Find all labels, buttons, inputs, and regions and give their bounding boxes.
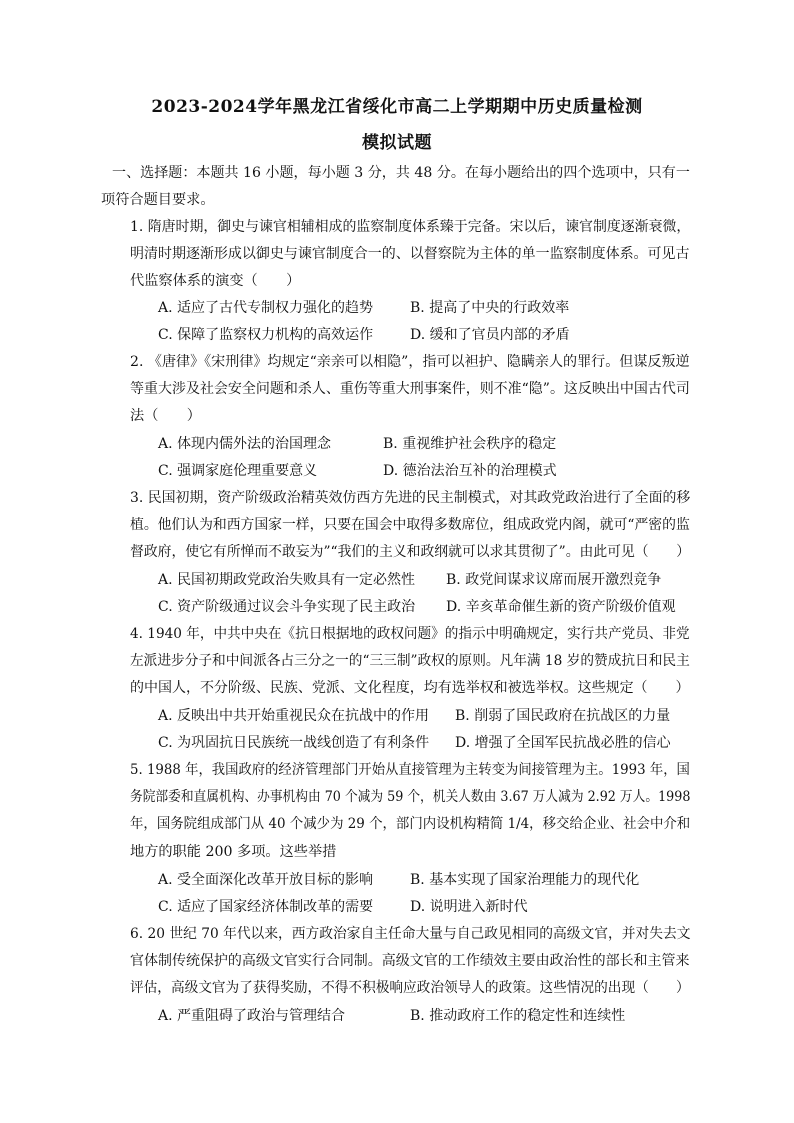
section-intro-line: 项符合题目要求。: [101, 192, 215, 208]
question-2-option-a: A. 体现内儒外法的治国理念: [158, 436, 332, 452]
question-5-stem: 地方的职能 200 多项。这些举措: [130, 844, 337, 860]
question-2-option-c: C. 强调家庭伦理重要意义: [158, 463, 318, 479]
question-6-stem: 官体制传统保护的高级文官实行合同制。高级文官的工作绩效主要由政治性的部长和主管来: [130, 953, 690, 969]
question-5-option-d: D. 说明进入新时代: [410, 899, 528, 915]
question-4-option-b: B. 削弱了国民政府在抗战区的力量: [455, 708, 671, 724]
question-6-option-b: B. 推动政府工作的稳定性和连续性: [410, 1008, 626, 1024]
question-4-option-a: A. 反映出中共开始重视民众在抗战中的作用: [158, 708, 430, 724]
question-4-stem: 左派进步分子和中间派各占三分之一的“三三制”政权的原则。凡年满 18 岁的赞成抗日和民主: [130, 653, 690, 669]
question-3-option-d: D. 辛亥革命催生新的资产阶级价值观: [446, 599, 676, 615]
question-5-option-a: A. 受全面深化改革开放目标的影响: [158, 872, 374, 888]
question-3-stem: 3. 民国初期，资产阶级政治精英效仿西方先进的民主制模式，对其政党政治进行了全面的移: [130, 490, 691, 506]
question-3-stem: 植。他们认为和西方国家一样，只要在国会中取得多数席位，组成政党内阁，就可“严密的监: [130, 517, 690, 533]
question-1-stem: 代监察体系的演变（ ）: [130, 273, 301, 289]
question-1-option-d: D. 缓和了官员内部的矛盾: [410, 327, 570, 343]
question-3-stem: 督政府，使它有所惮而不敢妄为”“我们的主义和政纲就可以求其贯彻了”。由此可见（ ）: [130, 544, 691, 560]
question-5-option-c: C. 适应了国家经济体制改革的需要: [158, 899, 374, 915]
question-5-stem: 务院部委和直属机构、办事机构由 70 个减为 59 个，机关人数由 3.67 万人减为 2.92 万人。1998: [130, 789, 691, 805]
question-5-option-b: B. 基本实现了国家治理能力的现代化: [410, 872, 640, 888]
question-2-stem: 法（ ）: [130, 408, 201, 424]
question-4-stem: 4. 1940 年，中共中央在《抗日根据地的政权问题》的指示中明确规定，实行共产党员、非党: [130, 626, 690, 642]
question-6-stem: 6. 20 世纪 70 年代以来，西方政治家自主任命大量与自己政见相同的高级文官，并对失去文: [130, 926, 691, 942]
exam-title: 2023-2024学年黑龙江省绥化市高二上学期期中历史质量检测: [151, 97, 643, 117]
question-2-stem: 2. 《唐律》《宋刑律》均规定“亲亲可以相隐”，指可以袒护、隐瞒亲人的罪行。但谋反叛逆: [130, 354, 690, 370]
question-6-stem: 评估，高级文官为了获得奖励，不得不积极响应政治领导人的政策。这些情况的出现（ ）: [130, 980, 690, 996]
question-1-option-b: B. 提高了中央的行政效率: [410, 300, 570, 316]
question-1-option-a: A. 适应了古代专制权力强化的趋势: [158, 300, 374, 316]
question-5-stem: 年，国务院组成部门从 40 个减少为 29 个，部门内设机构精简 1/4，移交给企业、社会中介和: [130, 816, 691, 832]
question-6-option-a: A. 严重阻碍了政治与管理结合: [158, 1008, 346, 1024]
question-1-stem: 1. 隋唐时期，御史与谏官相辅相成的监察制度体系臻于完备。宋以后，谏官制度逐渐衰微，: [130, 219, 691, 235]
question-4-option-c: C. 为巩固抗日民族统一战线创造了有利条件: [158, 735, 430, 751]
question-2-option-b: B. 重视维护社会秩序的稳定: [383, 436, 557, 452]
question-2-option-d: D. 德治法治互补的治理模式: [383, 463, 557, 479]
question-4-option-d: D. 增强了全国军民抗战必胜的信心: [455, 735, 671, 751]
question-3-option-b: B. 政党间谋求议席而展开激烈竞争: [446, 572, 662, 588]
question-1-stem: 明清时期逐渐形成以御史与谏官制度合一的、以督察院为主体的单一监察制度体系。可见古: [130, 246, 690, 262]
exam-subtitle: 模拟试题: [362, 133, 432, 153]
question-5-stem: 5. 1988 年，我国政府的经济管理部门开始从直接管理为主转变为间接管理为主。1993 年，国: [130, 762, 690, 778]
question-1-option-c: C. 保障了监察权力机构的高效运作: [158, 327, 374, 343]
question-3-option-a: A. 民国初期政党政治失败具有一定必然性: [158, 572, 416, 588]
question-2-stem: 等重大涉及社会安全问题和杀人、重伤等重大刑事案件，则不准“隐”。这反映出中国古代司: [130, 381, 690, 397]
question-4-stem: 的中国人，不分阶级、民族、党派、文化程度，均有选举权和被选举权。这些规定（ ）: [130, 680, 690, 696]
question-3-option-c: C. 资产阶级通过议会斗争实现了民主政治: [158, 599, 416, 615]
section-intro-line: 一、选择题：本题共 16 小题，每小题 3 分，共 48 分。在每小题给出的四个选项中，只有一: [112, 165, 690, 181]
